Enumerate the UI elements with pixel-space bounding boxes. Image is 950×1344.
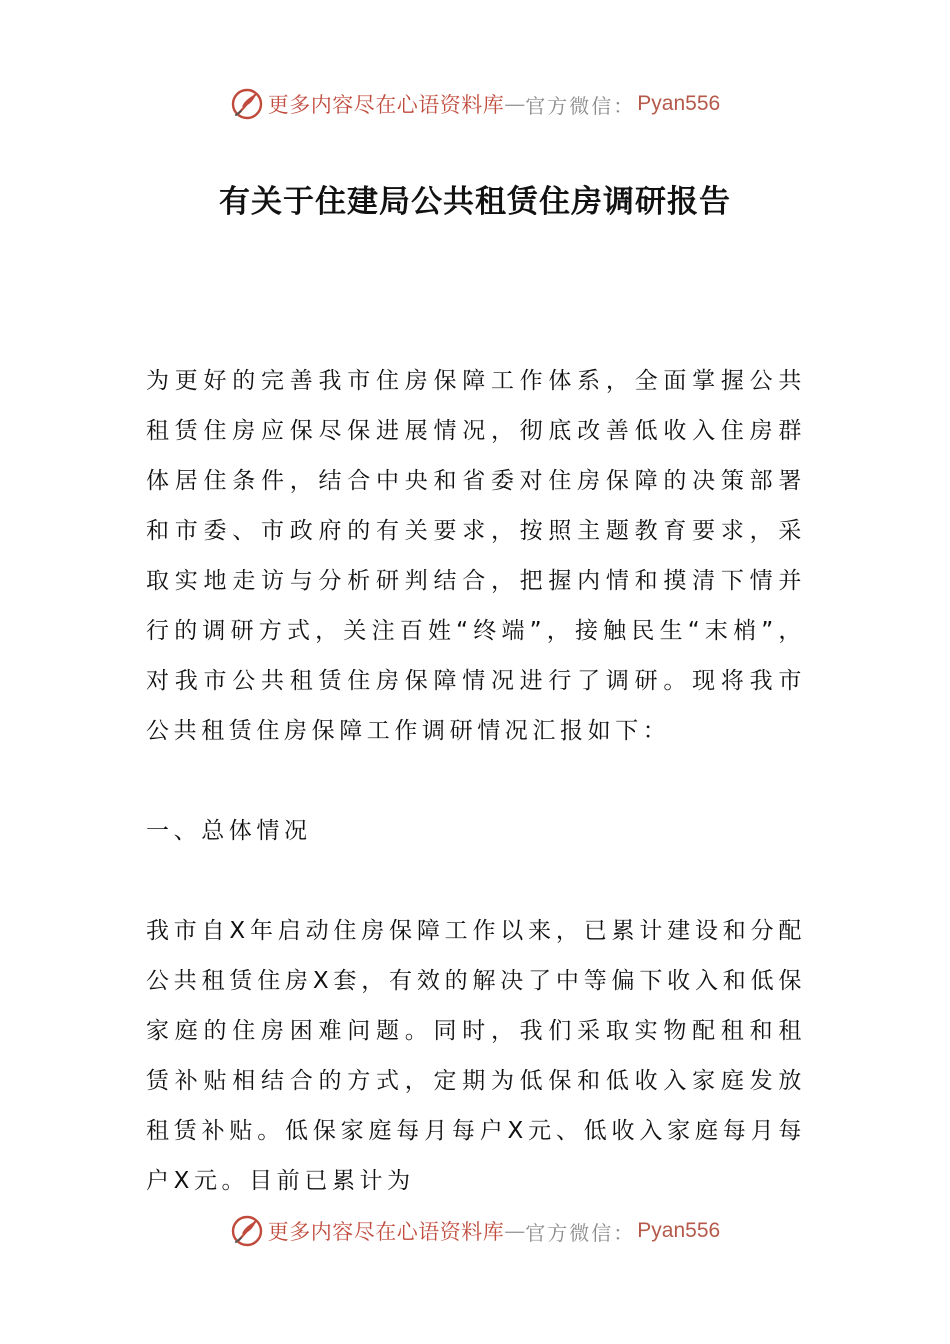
watermark-wechat-label: 官方微信： xyxy=(525,93,636,118)
quill-logo-icon xyxy=(230,1214,264,1248)
watermark-site-text: 更多内容尽在心语资料库 xyxy=(267,93,505,117)
watermark-banner-bottom xyxy=(0,1211,950,1251)
quill-logo-icon xyxy=(230,87,264,121)
watermark-wechat-label: 官方微信： xyxy=(525,1220,636,1245)
watermark-separator: — xyxy=(504,1219,526,1243)
document-title: 有关于住建局公共租赁住房调研报告 xyxy=(219,184,731,220)
intro-paragraph: 为更好的完善我市住房保障工作体系，全面掌握公共租赁住房应保尽保进展情况，彻底改善低收入住房群体居住条件，结合中央和省委对住房保障的决策部署和市委、市政府的有关要求，按照主题教育要求，采取实地走访与分析研判结合，把握内情和摸清下情并行的调研方式，关注百姓“终端”，接触民生“末梢”，对我市公共租赁住房保障情况进行了调研。现将我市公共租赁住房保障工作调研情况汇报如下： xyxy=(146,368,806,744)
document-body xyxy=(146,356,806,1206)
watermark-banner-top xyxy=(0,84,950,124)
section-heading: 一、总体情况 xyxy=(146,818,312,844)
watermark-wechat-id: Pyan556 xyxy=(637,92,721,115)
watermark-separator: — xyxy=(504,92,526,116)
watermark-wechat-id: Pyan556 xyxy=(637,1219,721,1242)
overview-paragraph: 我市自X年启动住房保障工作以来，已累计建设和分配公共租赁住房X套，有效的解决了中等偏下收入和低保家庭的住房困难问题。同时，我们采取实物配租和租赁补贴相结合的方式，定期为低保和低收入家庭发放租赁补贴。低保家庭每月每户X元、低收入家庭每月每户X元。目前已累计为 xyxy=(146,918,806,1194)
watermark-site-text: 更多内容尽在心语资料库 xyxy=(267,1220,505,1244)
